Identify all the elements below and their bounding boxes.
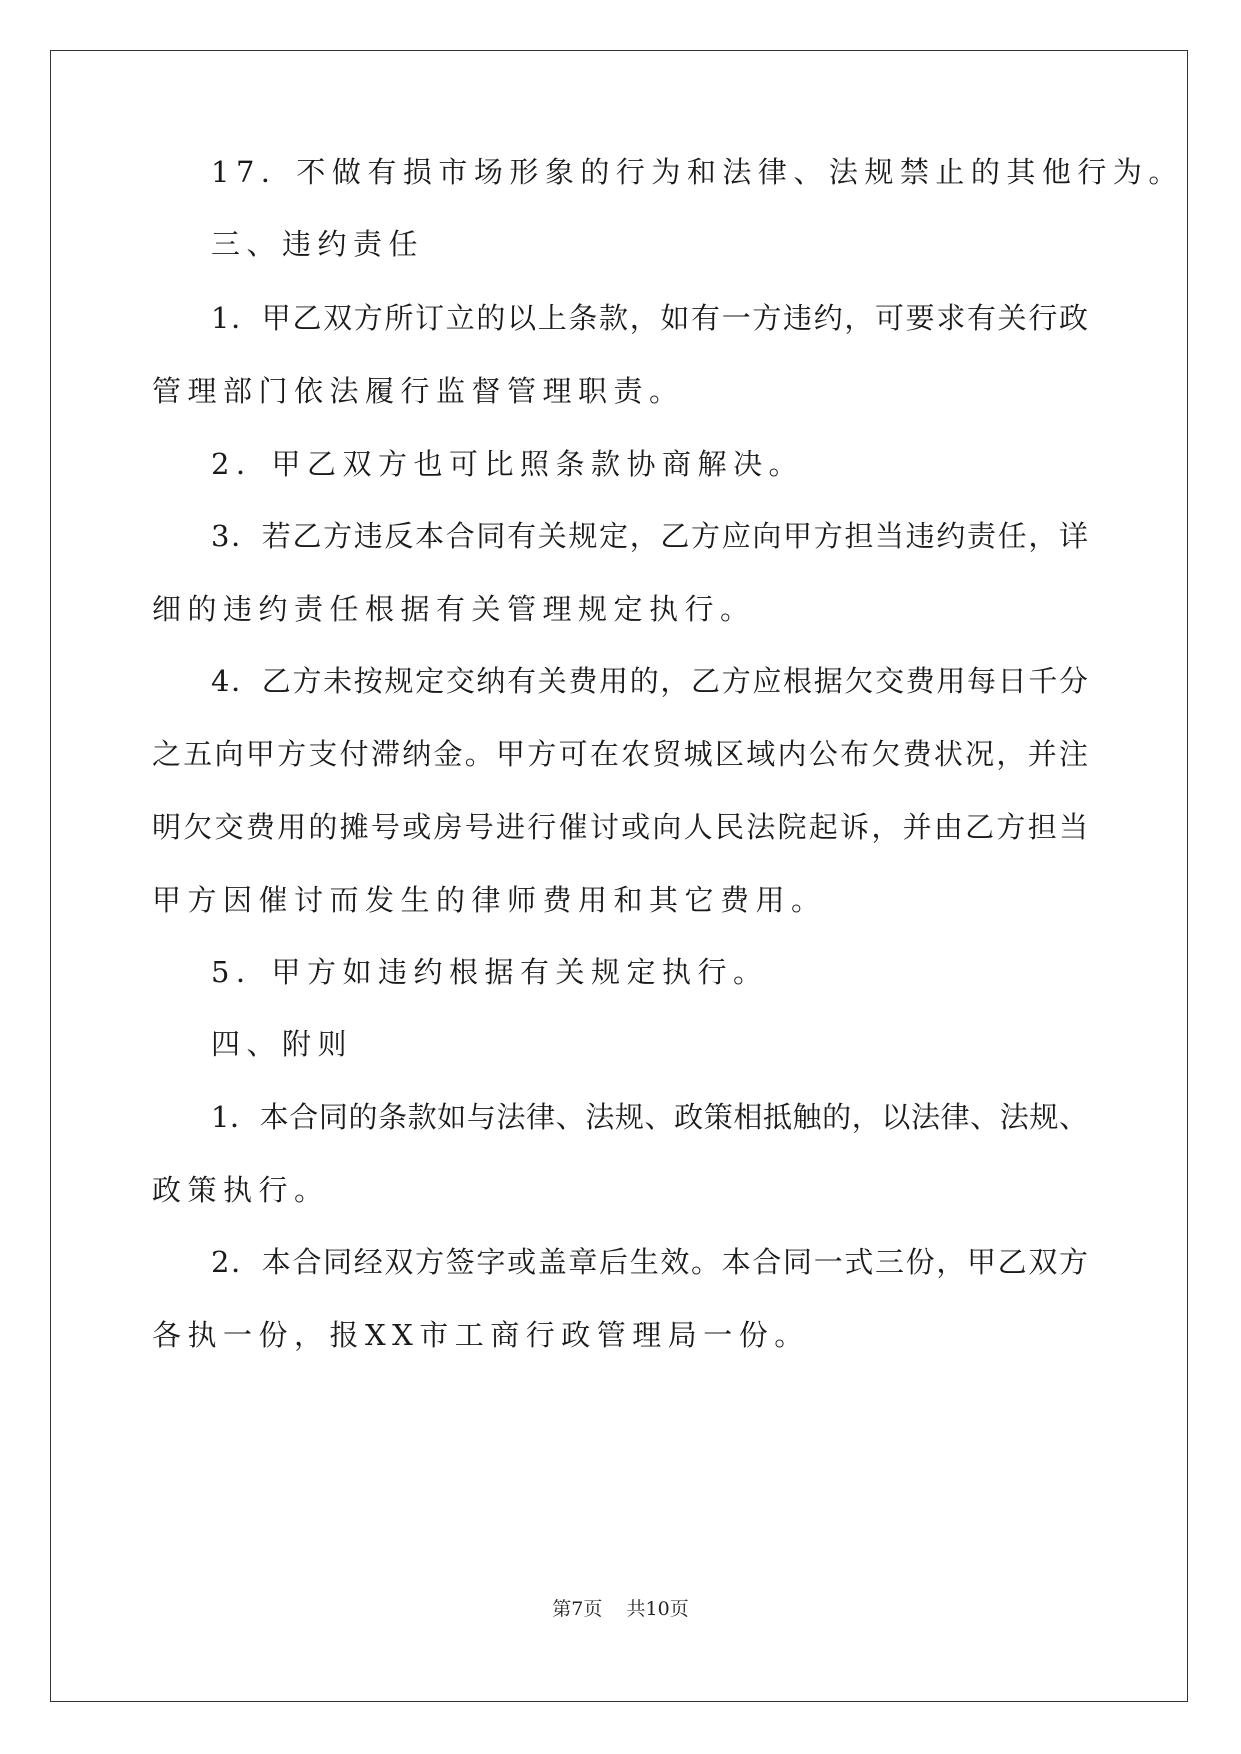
breach-clause-4-line-1: 4．乙方未按规定交纳有关费用的，乙方应根据欠交费用每日千分: [211, 664, 1088, 698]
breach-clause-3-line-2: 细的违约责任根据有关管理规定执行。: [152, 592, 756, 626]
supplementary-clause-1-line-2: 政策执行。: [152, 1173, 330, 1207]
breach-clause-5: 5．甲方如违约根据有关规定执行。: [211, 955, 769, 989]
breach-clause-3-line-1: 3．若乙方违反本合同有关规定，乙方应向甲方担当违约责任，详: [211, 519, 1088, 553]
breach-clause-4-line-3: 明欠交费用的摊号或房号进行催讨或向人民法院起诉，并由乙方担当: [152, 810, 1088, 844]
breach-clause-1-line-2: 管理部门依法履行监督管理职责。: [152, 374, 685, 408]
supplementary-clause-2-line-2: 各执一份，报XX市工商行政管理局一份。: [152, 1318, 810, 1352]
clause-17: 17．不做有损市场形象的行为和法律、法规禁止的其他行为。: [211, 155, 1184, 189]
section-heading-breach: 三、违约责任: [211, 227, 425, 261]
page-number: 第7页: [552, 1598, 603, 1620]
breach-clause-4-line-4: 甲方因催讨而发生的律师费用和其它费用。: [152, 883, 827, 917]
breach-clause-2: 2．甲乙双方也可比照条款协商解决。: [211, 447, 804, 481]
breach-clause-1-line-1: 1．甲乙双方所订立的以上条款，如有一方违约，可要求有关行政: [211, 301, 1088, 335]
page-footer: [0, 1596, 1241, 1622]
section-heading-supplementary: 四、附则: [211, 1027, 354, 1061]
supplementary-clause-2-line-1: 2．本合同经双方签字或盖章后生效。本合同一式三份，甲乙双方: [211, 1245, 1088, 1279]
supplementary-clause-1-line-1: 1．本合同的条款如与法律、法规、政策相抵触的，以法律、法规、: [211, 1100, 1088, 1134]
breach-clause-4-line-2: 之五向甲方支付滞纳金。甲方可在农贸城区域内公布欠费状况，并注: [152, 737, 1088, 771]
page-total: 共10页: [626, 1598, 689, 1620]
